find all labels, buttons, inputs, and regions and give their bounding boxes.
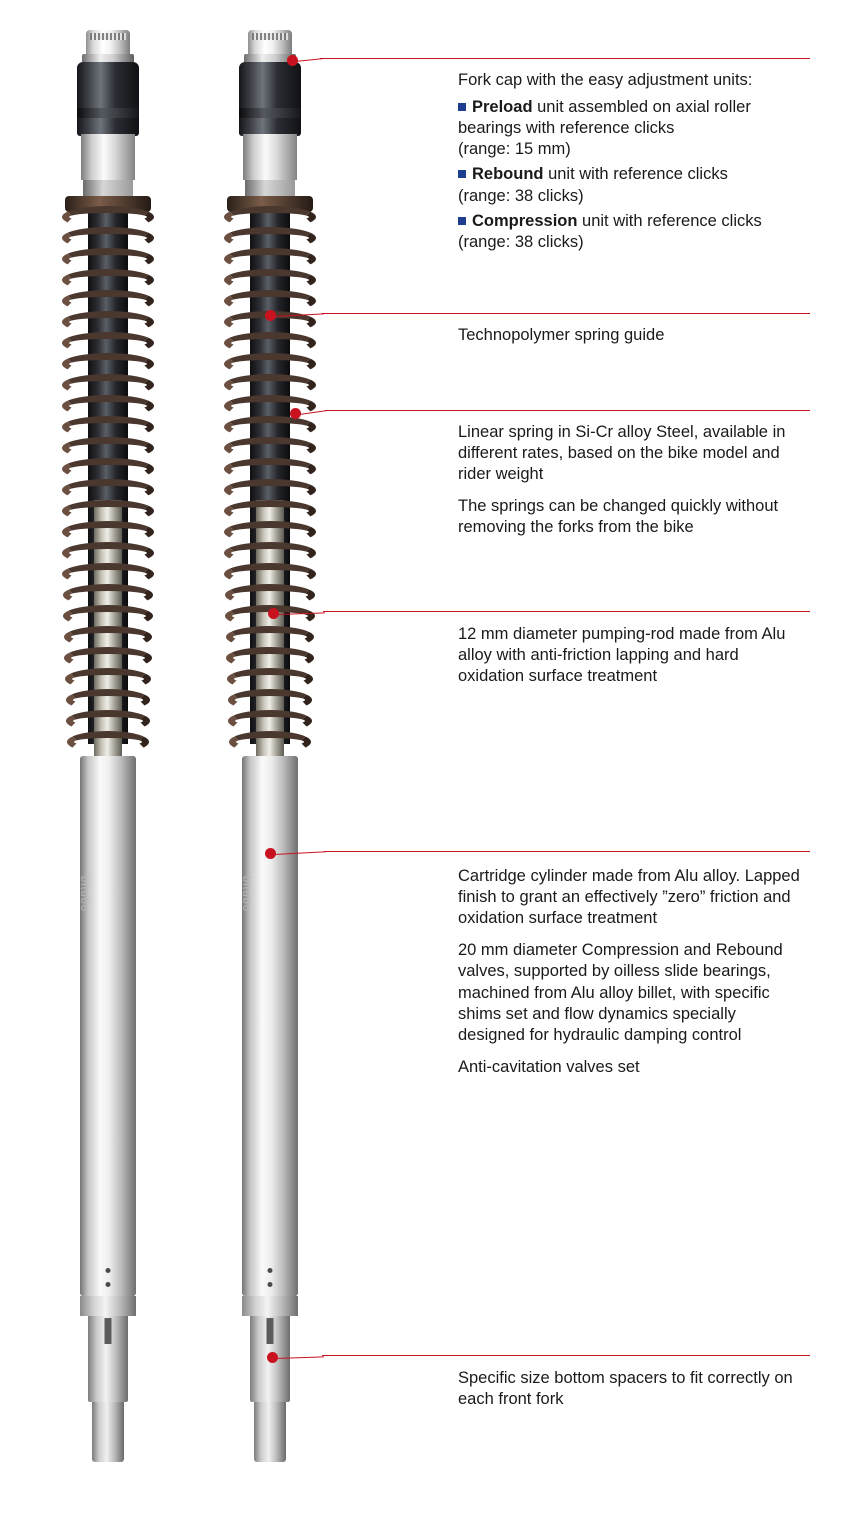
spring-coil (228, 710, 312, 732)
spring-coil (62, 206, 154, 228)
spring-coil (62, 332, 154, 354)
spring-coil (62, 269, 154, 291)
compression-range: (range: 38 clicks) (458, 232, 584, 251)
spring-coil (224, 563, 316, 585)
spring-coil (62, 374, 154, 396)
callout-rule-pumping-rod (323, 611, 810, 612)
spring-coil (227, 668, 313, 690)
spring-coil (62, 437, 154, 459)
callout-rule-cartridge-cylinder (324, 851, 810, 852)
callout-spring-guide (458, 325, 808, 346)
spring-coil (62, 416, 154, 438)
spring-coil (224, 458, 316, 480)
spring-coil (224, 416, 316, 438)
callout-bottom-spacers (458, 1368, 808, 1410)
spring-coil (62, 479, 154, 501)
callout-rule-fork-cap (320, 58, 810, 59)
bottom-spacer-slot (105, 1318, 112, 1344)
spring-coil (224, 227, 316, 249)
spring-coil (224, 269, 316, 291)
preload-text: unit assembled on axial roller bearings with reference clicks (458, 98, 751, 138)
spring-coil (224, 248, 316, 270)
spring-coil (62, 521, 154, 543)
bottom-spacer-slot (267, 1318, 274, 1344)
callout-rule-linear-spring (325, 410, 810, 411)
spring-coil (228, 689, 313, 711)
fork-cap-body (77, 62, 139, 136)
spring-coil (224, 542, 316, 564)
cartridge-cylinder-text-1: Cartridge cylinder made from Alu alloy. Lapped finish to grant an effectively ”zero” friction and oxidation surface treatment (458, 867, 800, 928)
spring-coil (229, 731, 311, 753)
spring-coil (224, 521, 316, 543)
spring-coil (224, 206, 316, 228)
spring-coil (66, 689, 151, 711)
preload-label: Preload (472, 98, 533, 117)
bullet-square-icon (458, 217, 466, 225)
rebound-range: (range: 38 clicks) (458, 186, 584, 205)
bottom-spacer-tip (92, 1402, 124, 1462)
tube-etch-label: bitubo (78, 876, 90, 912)
fork-cap-collar (243, 134, 297, 180)
spring-coil (62, 563, 154, 585)
spring-coil (62, 311, 154, 333)
fork-cap-adjuster-knob-icon (86, 30, 130, 56)
linear-spring (224, 196, 316, 752)
linear-spring-text-2: The springs can be changed quickly without removing the forks from the bike (458, 497, 779, 537)
fork-cap-collar (81, 134, 135, 180)
callout-fork-cap-title: Fork cap with the easy adjustment units: (458, 71, 753, 89)
cartridge-cylinder-text-3: Anti-cavitation valves set (458, 1057, 640, 1076)
pumping-rod-text: 12 mm diameter pumping-rod made from Alu alloy with anti-friction lapping and hard oxidation surface treatment (458, 625, 786, 686)
callout-fork-cap (458, 70, 798, 253)
spring-coil (224, 290, 316, 312)
bullet-square-icon (458, 170, 466, 178)
callout-leader-bottom-spacers (276, 1356, 324, 1359)
spring-coil (226, 626, 314, 648)
spring-coil (62, 542, 154, 564)
callout-pumping-rod (458, 624, 808, 687)
spring-coil (224, 374, 316, 396)
spring-coil (63, 605, 153, 627)
spring-coil (226, 647, 313, 669)
compression-text: unit with reference clicks (577, 211, 762, 230)
spring-guide-text: Technopolymer spring guide (458, 326, 665, 344)
bottom-spacer-tip (254, 1402, 286, 1462)
fork-cap-base (245, 180, 295, 196)
fork-cap-adjuster-knob-icon (248, 30, 292, 56)
spring-coil (63, 584, 154, 606)
cartridge-cylinder-text-2: 20 mm diameter Compression and Rebound valves, supported by oilless slide bearings, machined from Alu alloy billet, with specific shims set and flow dynamics specially designed for hydraulic damping control (458, 941, 783, 1044)
spring-coil (224, 353, 316, 375)
callout-cartridge-cylinder (458, 866, 806, 1078)
fork-cap-base (83, 180, 133, 196)
rebound-label: Rebound (472, 165, 544, 184)
callout-rule-bottom-spacers (322, 1355, 810, 1356)
compression-label: Compression (472, 211, 578, 230)
spring-coil (224, 332, 316, 354)
linear-spring (62, 196, 154, 752)
spring-coil (62, 500, 154, 522)
spring-coil (64, 647, 151, 669)
spring-coil (62, 227, 154, 249)
spring-coil (224, 479, 316, 501)
rebound-text: unit with reference clicks (543, 165, 728, 184)
tube-etch-label: bitubo (240, 876, 252, 912)
spring-coil (225, 584, 316, 606)
linear-spring-text-1: Linear spring in Si-Cr alloy Steel, available in different rates, based on the bike model and rider weight (458, 423, 786, 484)
spring-coil (65, 668, 151, 690)
spring-coil (62, 248, 154, 270)
cartridge-cylinder (242, 756, 298, 1296)
callout-linear-spring (458, 422, 808, 539)
spring-coil (66, 710, 150, 732)
spring-coil (64, 626, 152, 648)
spring-coil (62, 395, 154, 417)
spring-coil (67, 731, 149, 753)
spring-coil (62, 290, 154, 312)
callout-rule-spring-guide (322, 313, 810, 314)
spring-coil (224, 500, 316, 522)
bottom-spacers-text: Specific size bottom spacers to fit correctly on each front fork (458, 1369, 793, 1409)
fork-cap-body (239, 62, 301, 136)
callout-leader-fork-cap (295, 58, 323, 62)
cylinder-lower-step (242, 1296, 298, 1316)
spring-coil (62, 458, 154, 480)
cylinder-lower-step (80, 1296, 136, 1316)
spring-coil (62, 353, 154, 375)
cartridge-cylinder (80, 756, 136, 1296)
spring-coil (224, 437, 316, 459)
bullet-square-icon (458, 103, 466, 111)
preload-range: (range: 15 mm) (458, 140, 571, 159)
